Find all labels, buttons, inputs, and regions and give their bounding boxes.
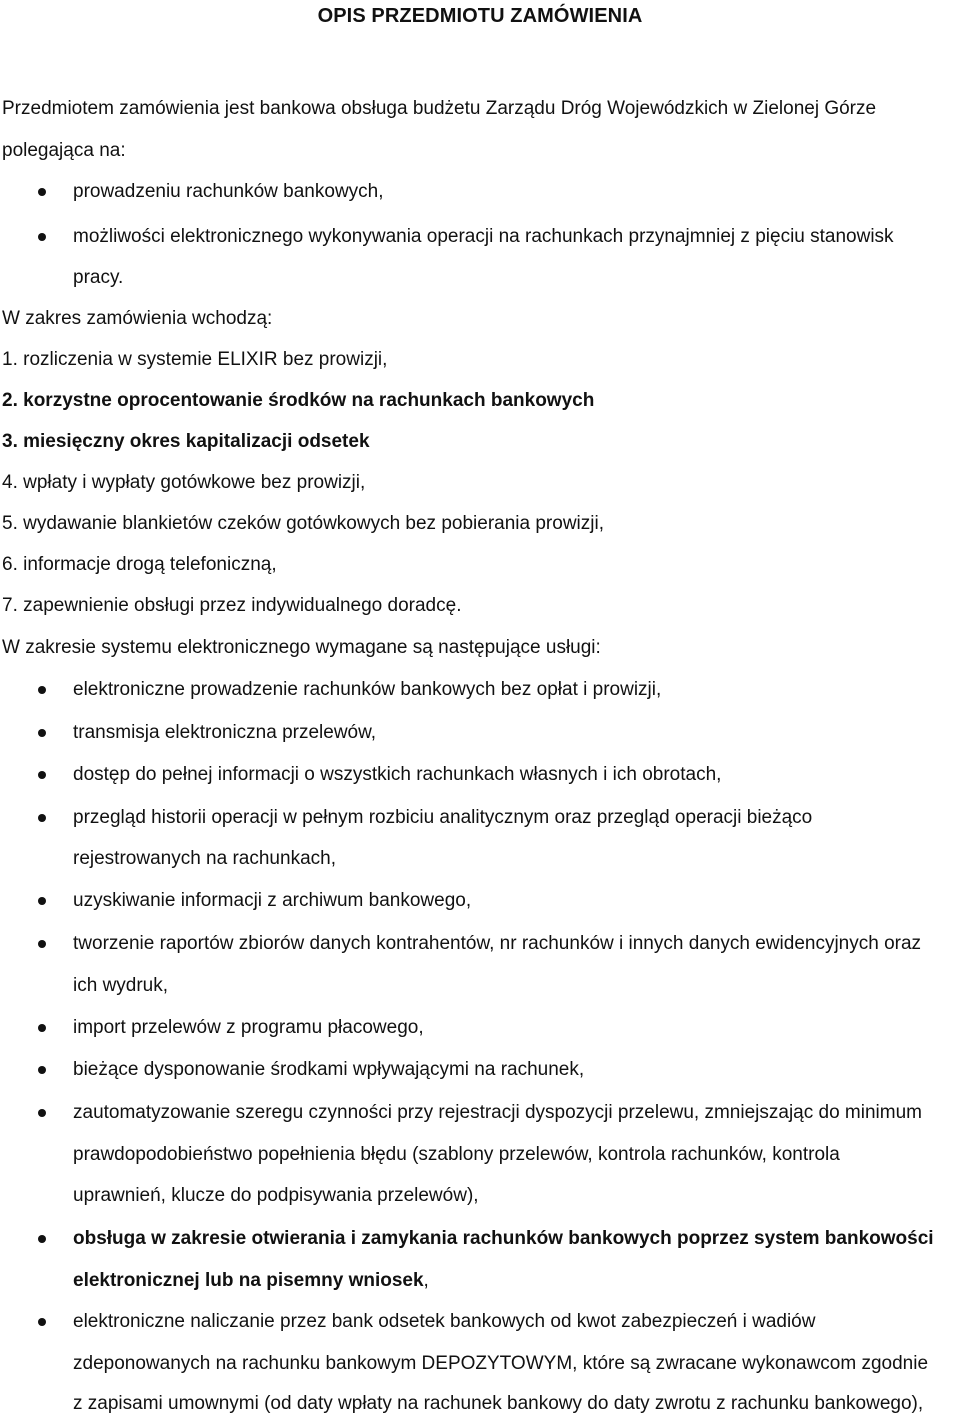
scope-item-5: 5. wydawanie blankietów czeków gotówkowych bez pobierania prowizji, [2, 513, 604, 534]
bullet-icon [38, 1066, 46, 1074]
intro-line-1: Przedmiotem zamówienia jest bankowa obsługa budżetu Zarządu Dróg Wojewódzkich w Zielonej Górze [2, 98, 877, 119]
service-11-line-1: elektroniczne naliczanie przez bank odsetek bankowych od kwot zabezpieczeń i wadiów [73, 1311, 816, 1332]
intro-bullet-1: prowadzeniu rachunków bankowych, [73, 181, 384, 202]
service-4-line-1: przegląd historii operacji w pełnym rozbiciu analitycznym oraz przegląd operacji bieżąco [73, 807, 813, 828]
service-10-suffix: , [423, 1270, 429, 1291]
service-9-line-2: prawdopodobieństwo popełnienia błędu (szablony przelewów, kontrola rachunków, kontrola [73, 1144, 840, 1165]
service-9-line-3: uprawnień, klucze do podpisywania przelewów), [73, 1185, 479, 1206]
service-4-line-2: rejestrowanych na rachunkach, [73, 848, 336, 869]
bullet-icon [38, 1318, 46, 1326]
service-8: bieżące dysponowanie środkami wpływającymi na rachunek, [73, 1059, 585, 1080]
document-title: OPIS PRZEDMIOTU ZAMÓWIENIA [317, 5, 643, 27]
bullet-icon [38, 233, 46, 241]
bullet-icon [38, 188, 46, 196]
service-5: uzyskiwanie informacji z archiwum bankowego, [73, 890, 472, 911]
bullet-icon [38, 686, 46, 694]
bullet-icon [38, 940, 46, 948]
electronic-heading: W zakresie systemu elektronicznego wymagane są następujące usługi: [2, 637, 601, 658]
intro-bullet-2-line-1: możliwości elektronicznego wykonywania operacji na rachunkach przynajmniej z pięciu stanowisk [73, 226, 894, 247]
scope-item-2: 2. korzystne oprocentowanie środków na rachunkach bankowych [2, 390, 595, 411]
service-7: import przelewów z programu płacowego, [73, 1017, 424, 1038]
service-6-line-1: tworzenie raportów zbiorów danych kontrahentów, nr rachunków i innych danych ewidencyjnych oraz [73, 933, 922, 954]
scope-item-1: 1. rozliczenia w systemie ELIXIR bez prowizji, [2, 349, 388, 370]
scope-heading: W zakres zamówienia wchodzą: [2, 308, 273, 329]
service-9-line-1: zautomatyzowanie szeregu czynności przy rejestracji dyspozycji przelewu, zmniejszając do minimum [73, 1102, 922, 1123]
service-10-line-2 [73, 1269, 429, 1293]
scope-item-3: 3. miesięczny okres kapitalizacji odsetek [2, 431, 370, 452]
intro-line-2: polegająca na: [2, 140, 126, 161]
intro-bullet-2-line-2: pracy. [73, 267, 124, 288]
bullet-icon [38, 771, 46, 779]
service-10-line-2-bold: elektronicznej lub na pisemny wniosek [73, 1270, 424, 1291]
service-1: elektroniczne prowadzenie rachunków bankowych bez opłat i prowizji, [73, 679, 662, 700]
service-3: dostęp do pełnej informacji o wszystkich rachunkach własnych i ich obrotach, [73, 764, 722, 785]
bullet-icon [38, 897, 46, 905]
scope-item-6: 6. informacje drogą telefoniczną, [2, 554, 277, 575]
service-10-line-1: obsługa w zakresie otwierania i zamykania rachunków bankowych poprzez system bankowości [73, 1228, 934, 1249]
scope-item-7: 7. zapewnienie obsługi przez indywidualnego doradcę. [2, 595, 462, 616]
bullet-icon [38, 1235, 46, 1243]
service-11-line-2: zdeponowanych na rachunku bankowym DEPOZYTOWYM, które są zwracane wykonawcom zgodnie [73, 1353, 929, 1374]
service-2: transmisja elektroniczna przelewów, [73, 722, 377, 743]
bullet-icon [38, 1024, 46, 1032]
service-11-line-3: z zapisami umownymi (od daty wpłaty na rachunek bankowy do daty zwrotu z rachunku bankowego), [73, 1393, 924, 1414]
service-6-line-2: ich wydruk, [73, 975, 169, 996]
scope-item-4: 4. wpłaty i wypłaty gotówkowe bez prowizji, [2, 472, 366, 493]
bullet-icon [38, 814, 46, 822]
bullet-icon [38, 1109, 46, 1117]
bullet-icon [38, 729, 46, 737]
